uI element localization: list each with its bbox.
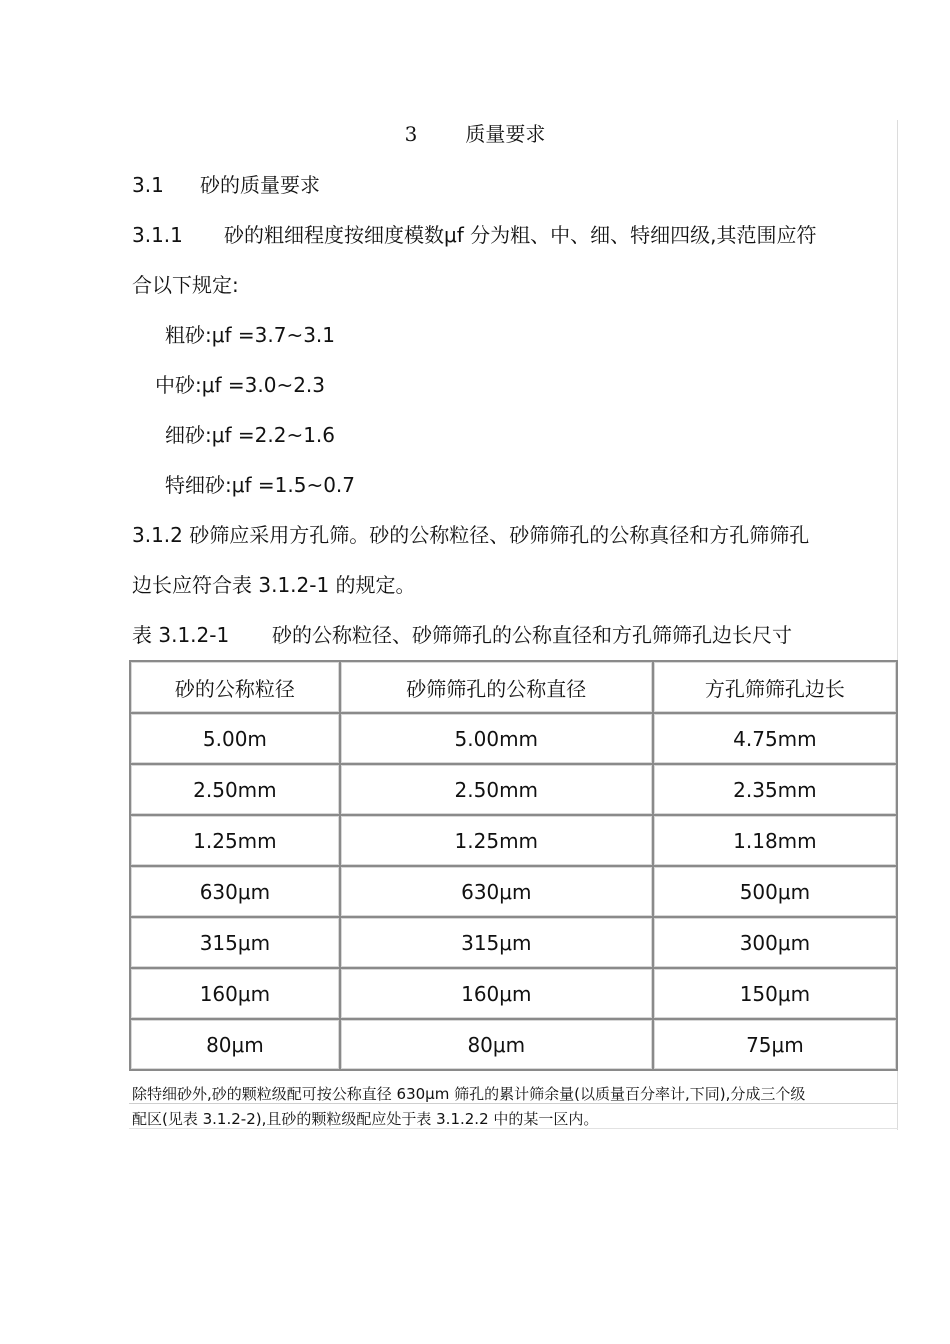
table-cell: 500μm: [654, 867, 898, 918]
table-cell: 2.50mm: [341, 765, 654, 816]
table-cell: 1.18mm: [654, 816, 898, 867]
clause-3-1-1-line1: [132, 222, 816, 248]
sieve-size-table: [129, 660, 898, 1071]
table-row: [131, 816, 898, 867]
table-cell: 160μm: [341, 969, 654, 1020]
grade-label: 特细砂:: [165, 473, 232, 497]
clause-3-1-1-line2: 合以下规定:: [132, 273, 239, 297]
table-cell: 2.50mm: [131, 765, 341, 816]
grade-value: μf =2.2~1.6: [211, 423, 336, 447]
table-caption: [132, 622, 792, 648]
table-row: [131, 918, 898, 969]
table-header-row: [131, 662, 898, 714]
table-caption-number: 表 3.1.2-1: [132, 623, 230, 647]
sieve-size-table-wrapper: [129, 660, 899, 1071]
table-cell: 75μm: [654, 1020, 898, 1071]
heading-number: 3: [404, 122, 418, 146]
grade-coarse: [165, 322, 335, 348]
grade-label: 细砂:: [165, 423, 212, 447]
table-row: [131, 1020, 898, 1071]
table-cell: 160μm: [131, 969, 341, 1020]
table-cell: 2.35mm: [654, 765, 898, 816]
table-row: [131, 714, 898, 765]
table-cell: 315μm: [341, 918, 654, 969]
table-cell: 300μm: [654, 918, 898, 969]
table-caption-title: 砂的公称粒径、砂筛筛孔的公称直径和方孔筛筛孔边长尺寸: [272, 623, 792, 647]
clause-text: 砂的粗细程度按细度模数μf 分为粗、中、细、特细四级,其范围应符: [224, 223, 817, 247]
section-number: 3.1: [132, 173, 164, 197]
section-heading-3-1: [132, 172, 320, 198]
section-title: 砂的质量要求: [200, 173, 320, 197]
table-cell: 5.00mm: [341, 714, 654, 765]
table-cell: 5.00m: [131, 714, 341, 765]
grade-value: μf =3.7~3.1: [211, 323, 336, 347]
grade-medium: [155, 372, 325, 398]
grading-note-line2: 配区(见表 3.1.2-2),且砂的颗粒级配应处于表 3.1.2.2 中的某一区内。: [129, 1110, 898, 1129]
table-cell: 1.25mm: [341, 816, 654, 867]
table-cell: 80μm: [341, 1020, 654, 1071]
header-cell: 砂筛筛孔的公称直径: [341, 662, 654, 714]
table-cell: 630μm: [341, 867, 654, 918]
clause-number: 3.1.1: [132, 223, 183, 247]
table-row: [131, 867, 898, 918]
grade-label: 中砂:: [155, 373, 202, 397]
grade-fine: [165, 422, 335, 448]
section-heading-3: [0, 121, 950, 147]
grade-label: 粗砂:: [165, 323, 212, 347]
table-cell: 4.75mm: [654, 714, 898, 765]
grade-value: μf =3.0~2.3: [201, 373, 326, 397]
grade-value: μf =1.5~0.7: [231, 473, 356, 497]
table-cell: 630μm: [131, 867, 341, 918]
table-row: [131, 969, 898, 1020]
heading-title: 质量要求: [465, 122, 546, 146]
grade-extra-fine: [165, 472, 355, 498]
table-cell: 80μm: [131, 1020, 341, 1071]
header-cell: 方孔筛筛孔边长: [654, 662, 898, 714]
grading-note-line1: 除特细砂外,砂的颗粒级配可按公称直径 630μm 筛孔的累计筛余量(以质量百分率计,下同),分成三个级: [129, 1085, 898, 1104]
clause-3-1-2-line1: 3.1.2 砂筛应采用方孔筛。砂的公称粒径、砂筛筛孔的公称真径和方孔筛筛孔: [132, 523, 810, 547]
table-row: [131, 765, 898, 816]
table-cell: 315μm: [131, 918, 341, 969]
clause-3-1-2-line2: 边长应符合表 3.1.2-1 的规定。: [132, 573, 416, 597]
header-cell: 砂的公称粒径: [131, 662, 341, 714]
table-cell: 1.25mm: [131, 816, 341, 867]
table-cell: 150μm: [654, 969, 898, 1020]
